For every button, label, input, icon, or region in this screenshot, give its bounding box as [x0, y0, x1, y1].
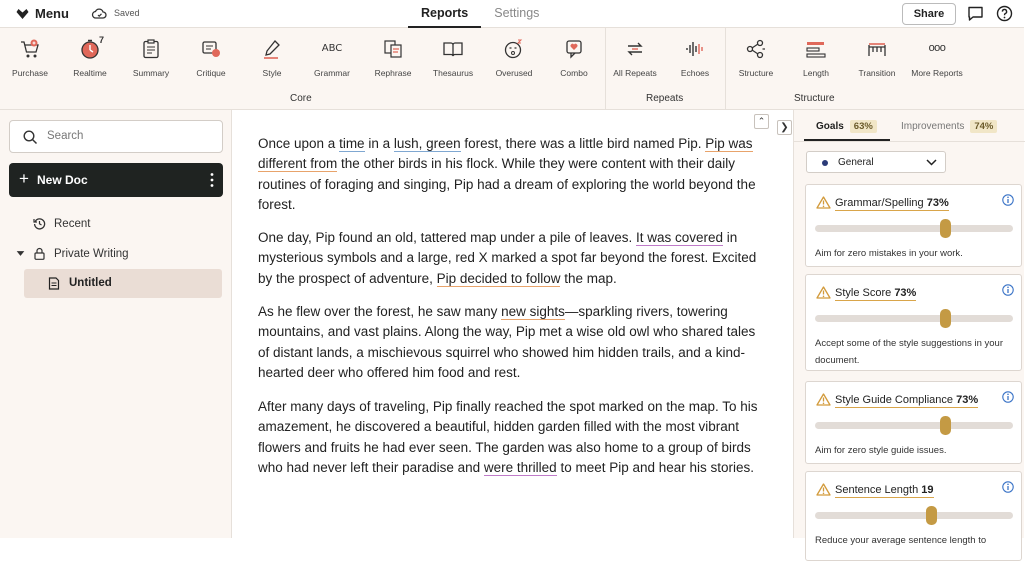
- radio-dot-icon: [822, 160, 828, 166]
- goal-score: 73%: [894, 287, 917, 299]
- highlight-suggestion[interactable]: lush, green: [393, 136, 461, 151]
- tab-label: Goals: [816, 121, 844, 132]
- goal-description: Reduce your average sentence length to: [815, 535, 987, 546]
- menu-label: Menu: [35, 6, 69, 21]
- realtime-badge: 7: [99, 35, 105, 45]
- tool-label: Thesaurus: [432, 68, 474, 78]
- goal-score: 19: [921, 484, 934, 496]
- left-sidebar: [0, 110, 232, 538]
- warning-icon: [816, 393, 831, 406]
- sidebar-item-recent[interactable]: [33, 217, 90, 230]
- chevron-down-icon: [926, 159, 937, 166]
- group-label-structure: Structure: [794, 93, 835, 104]
- tool-label: All Repeats: [613, 68, 657, 78]
- more-dots-icon: ooo: [928, 42, 946, 54]
- clipboard-icon: [140, 38, 162, 60]
- help-icon[interactable]: [996, 5, 1013, 22]
- goal-title-text: Style Guide Compliance: [835, 394, 954, 406]
- tool-label: Echoes: [680, 68, 710, 78]
- share-button[interactable]: Share: [902, 3, 956, 25]
- dropdown-value: General: [838, 157, 874, 168]
- info-icon[interactable]: [1002, 284, 1014, 296]
- tool-realtime[interactable]: [60, 35, 120, 78]
- chevron-right-icon: ❯: [780, 122, 789, 133]
- new-doc-label: New Doc: [37, 173, 88, 187]
- tab-reports[interactable]: Reports: [408, 0, 481, 28]
- goal-description: Accept some of the style suggestions in your document.: [815, 338, 1003, 366]
- goal-score: 73%: [926, 197, 949, 209]
- warning-icon: [816, 483, 831, 496]
- tool-label: Transition: [858, 68, 896, 78]
- abc-icon: ABC: [321, 43, 343, 54]
- main-tabs: [408, 0, 552, 28]
- goal-slider-handle[interactable]: [940, 219, 951, 238]
- top-bar: [0, 0, 1024, 28]
- paragraph-1[interactable]: [258, 134, 770, 215]
- pen-icon: [261, 38, 283, 60]
- more-options-icon[interactable]: [210, 172, 214, 188]
- tool-more-reports[interactable]: [907, 38, 967, 78]
- search-input[interactable]: [9, 120, 223, 153]
- goal-card[interactable]: [805, 274, 1022, 371]
- goal-type-dropdown[interactable]: [806, 151, 946, 173]
- text: in mysterious symbols and a large, red X marked a spot far beyond the forest. Excited by the prospect of adventure,: [258, 230, 757, 286]
- goals-tabs: [794, 110, 1025, 142]
- goal-score: 73%: [956, 394, 979, 406]
- saved-status: [92, 7, 140, 19]
- soundwave-icon: [684, 38, 706, 60]
- tool-echoes[interactable]: [665, 38, 725, 78]
- tool-label: Rephrase: [374, 68, 412, 78]
- text: the other birds in his flock. While they were content with their daily routines of foraging and singing, Pip had a dream of exploring the world beyond the forest.: [258, 156, 756, 212]
- tool-length[interactable]: [786, 38, 846, 78]
- paragraph-4[interactable]: [258, 397, 770, 478]
- search-icon: [23, 130, 38, 145]
- tab-improvements[interactable]: [901, 120, 997, 133]
- stopwatch-icon: [79, 38, 101, 60]
- warning-icon: [816, 196, 831, 209]
- text: As he flew over the forest, he saw many: [258, 304, 502, 319]
- tool-combo[interactable]: [544, 38, 604, 78]
- tool-rephrase[interactable]: [363, 38, 423, 78]
- tool-label: Length: [803, 68, 829, 78]
- tool-thesaurus[interactable]: [423, 38, 483, 78]
- paragraph-3[interactable]: [258, 302, 770, 383]
- menu-button[interactable]: [16, 6, 69, 21]
- tool-label: Purchase: [12, 68, 48, 78]
- sidebar-item-label: Recent: [54, 217, 91, 230]
- warning-icon: [816, 286, 831, 299]
- group-label-repeats: Repeats: [646, 93, 684, 104]
- highlight-suggestion[interactable]: were thrilled: [483, 459, 557, 475]
- highlight-suggestion[interactable]: Pip was different from: [258, 136, 753, 172]
- sidebar-item-label: Untitled: [69, 277, 112, 289]
- text: forest, there was a little bird named Pip.: [460, 136, 706, 151]
- text: —sparkling rivers, towering mountains, and vast plains. Along the way, Pip met a wise old owl who shared tales of distant lands, a mischievous squirrel who showed him hidden trails, and a kind-hearted deer who offered him food and rest.: [258, 304, 756, 380]
- tool-label: Grammar: [314, 68, 350, 78]
- tool-label: Overused: [495, 68, 533, 78]
- info-icon[interactable]: [1002, 481, 1014, 493]
- tab-settings[interactable]: Settings: [494, 6, 540, 20]
- goal-slider-track[interactable]: [815, 422, 1013, 429]
- combo-icon: [563, 38, 585, 60]
- chevron-up-icon: ⌃: [757, 116, 766, 126]
- saved-label: Saved: [114, 8, 140, 18]
- tool-label: Summary: [132, 68, 170, 78]
- goal-slider-track[interactable]: [815, 315, 1013, 322]
- info-icon[interactable]: [1002, 391, 1014, 403]
- tool-structure[interactable]: [726, 38, 786, 78]
- collapse-right-button[interactable]: [777, 120, 792, 135]
- tool-transition[interactable]: [847, 38, 907, 78]
- lock-icon: [33, 247, 46, 260]
- sidebar-item-label: Private Writing: [54, 247, 129, 260]
- cart-icon: [19, 38, 41, 60]
- improvements-pct-badge: 74%: [970, 120, 997, 133]
- tool-all-repeats[interactable]: [605, 38, 665, 78]
- highlight-suggestion[interactable]: new sights: [501, 304, 565, 319]
- tool-label: Critique: [196, 68, 226, 78]
- goal-card[interactable]: [805, 471, 1022, 561]
- new-doc-button[interactable]: [9, 163, 223, 197]
- tool-label: Realtime: [73, 68, 107, 78]
- right-panel: [793, 110, 1024, 546]
- goal-slider-handle[interactable]: [940, 416, 951, 435]
- tool-label: Style: [262, 68, 282, 78]
- goal-slider-track[interactable]: [815, 225, 1013, 232]
- tool-label: Combo: [560, 68, 588, 78]
- goal-title-text: Sentence Length: [835, 484, 919, 496]
- highlight-suggestion[interactable]: It was covered: [636, 230, 724, 245]
- tab-label: Improvements: [901, 121, 965, 132]
- tool-overused[interactable]: [484, 38, 544, 78]
- text: in a: [364, 136, 394, 151]
- goal-slider-handle[interactable]: [926, 506, 937, 525]
- tab-goals[interactable]: [816, 120, 877, 133]
- tool-purchase[interactable]: [0, 38, 60, 78]
- plus-icon: +: [19, 169, 29, 188]
- text: After many days of traveling, Pip finally reached the spot marked on the map. To his amazement, he discovered a beautiful, hidden garden filled with the most vibrant flowers and fruits he had ever seen. The garden was also home to a group of birds who had never left their paradise and: [258, 399, 758, 475]
- tool-label: Structure: [738, 68, 774, 78]
- text: the map.: [560, 270, 617, 286]
- sidebar-item-private-writing[interactable]: [16, 247, 129, 260]
- goal-title: [835, 196, 949, 211]
- goal-description: Aim for zero mistakes in your work.: [815, 248, 963, 259]
- goal-card[interactable]: [805, 184, 1022, 267]
- tool-label: More Reports: [911, 68, 963, 78]
- text: to meet Pip and hear his stories.: [556, 459, 755, 475]
- goal-title: [835, 483, 934, 498]
- text: Once upon a: [258, 136, 340, 151]
- comment-icon[interactable]: [967, 5, 984, 22]
- tool-grammar[interactable]: [302, 38, 362, 78]
- goal-title: [835, 286, 916, 301]
- document-editor[interactable]: [232, 110, 777, 538]
- search-placeholder: Search: [47, 130, 84, 142]
- tool-style[interactable]: [242, 38, 302, 78]
- tool-summary[interactable]: [121, 38, 181, 78]
- group-label-core: Core: [290, 93, 312, 104]
- highlight-suggestion[interactable]: time: [339, 136, 365, 151]
- reports-ribbon: [0, 28, 1024, 110]
- heart-logo-icon: [16, 8, 29, 20]
- book-icon: [442, 38, 464, 60]
- document-icon: [48, 277, 60, 290]
- history-icon: [33, 217, 46, 230]
- collapse-up-button[interactable]: [754, 114, 769, 129]
- cloud-saved-icon: [92, 7, 107, 19]
- transition-icon: [866, 38, 888, 60]
- active-tab-indicator: [804, 139, 890, 141]
- repeat-arrows-icon: [624, 38, 646, 60]
- goal-slider-handle[interactable]: [940, 309, 951, 328]
- goal-description: Aim for zero style guide issues.: [815, 445, 947, 456]
- sidebar-item-untitled[interactable]: [24, 269, 222, 298]
- goals-pct-badge: 63%: [850, 120, 877, 133]
- caret-down-icon: [16, 249, 25, 258]
- goal-title-text: Grammar/Spelling: [835, 197, 924, 209]
- rephrase-icon: [382, 38, 404, 60]
- sleepy-face-icon: [503, 38, 525, 60]
- info-icon[interactable]: [1002, 194, 1014, 206]
- goal-card[interactable]: [805, 381, 1022, 464]
- paragraph-2[interactable]: [258, 228, 770, 289]
- text: One day, Pip found an old, tattered map under a pile of leaves.: [258, 230, 636, 245]
- structure-icon: [745, 38, 767, 60]
- highlight-suggestion[interactable]: Pip decided to follow: [436, 270, 561, 286]
- goal-title-text: Style Score: [835, 287, 892, 299]
- tool-critique[interactable]: [181, 38, 241, 78]
- goal-title: [835, 393, 978, 408]
- goal-slider-track[interactable]: [815, 512, 1013, 519]
- critique-icon: [200, 38, 222, 60]
- length-bars-icon: [805, 38, 827, 60]
